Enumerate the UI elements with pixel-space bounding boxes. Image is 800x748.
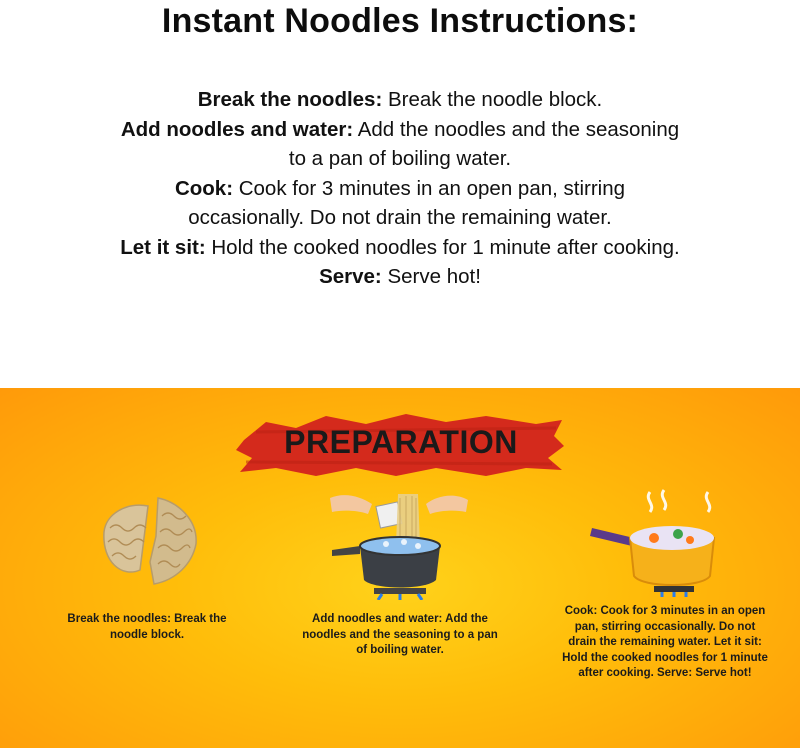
step-text: Cook for 3 minutes in an open pan, stirring occasionally. Do not drain the remaining water. [188,176,626,229]
instruction-step [120,233,680,263]
instruction-step [120,85,680,115]
step-label: Break the noodles: [197,88,383,111]
instructions-list [0,85,800,292]
page-title: Instant Noodles Instructions: [161,2,639,40]
card-text: Add noodles and water: Add the noodles and the seasoning to a pan of boiling water. [302,613,498,656]
step-label: Add noodles and water: [120,117,354,141]
card-text: Cook: Cook for 3 minutes in an open pan, stirring occasionally. Do not drain the remaining water. Let it sit: Hold the cooked noodles for 1 minute after cooking. Serve: Serve hot! [562,605,768,679]
step-card-cook [560,604,770,682]
step-label: Let it sit: [120,235,206,259]
instruction-step [120,174,680,233]
step-text: Break the noodle block. [382,88,603,111]
step-label: Cook: [174,176,234,200]
step-text: Serve hot! [381,265,481,288]
boiling-pot-icon [326,484,472,600]
cooking-pan-icon [590,488,720,598]
card-text: Break the noodles: Break the noodle block. [67,613,227,641]
step-label: Serve: [319,265,382,288]
noodle-block-icon [96,492,202,588]
step-text: Add the noodles and the seasoning to a pan of boiling water. [288,117,680,170]
instruction-step [120,115,680,174]
step-card-add [300,612,500,659]
instruction-step [120,262,680,292]
step-card-break [52,612,242,643]
preparation-infographic [0,388,800,748]
preparation-heading: PREPARATION [284,424,518,460]
step-text: Hold the cooked noodles for 1 minute after cooking. [205,235,680,259]
